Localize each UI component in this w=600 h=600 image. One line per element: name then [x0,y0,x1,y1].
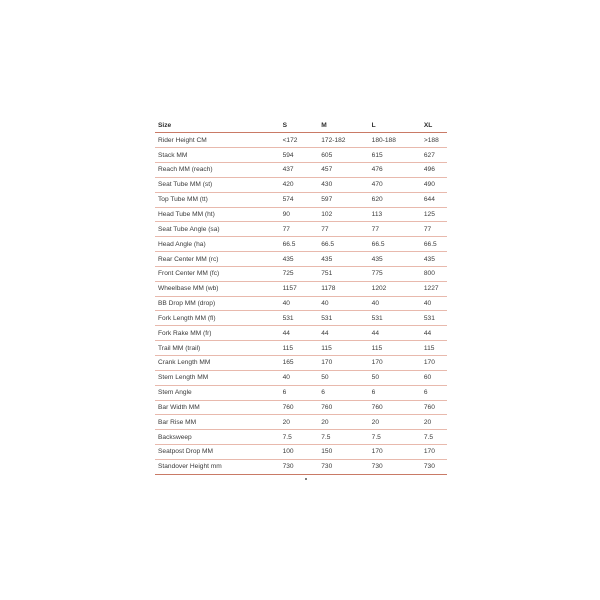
table-row [155,341,447,356]
cell-m: 751 [318,266,368,281]
cell-label: Rear Center MM (rc) [155,252,280,267]
cell-l: 476 [369,163,421,178]
cell-label: Seat Tube Angle (sa) [155,222,280,237]
geometry-table [155,118,447,475]
cell-l: 6 [369,385,421,400]
cell-m: 115 [318,341,368,356]
table-row [155,207,447,222]
cell-label: Wheelbase MM (wb) [155,281,280,296]
cell-l: 170 [369,356,421,371]
cell-l: 615 [369,148,421,163]
cell-l: 113 [369,207,421,222]
table-row [155,430,447,445]
cell-s: 40 [280,296,319,311]
cell-l: 620 [369,192,421,207]
cell-label: Top Tube MM (tt) [155,192,280,207]
header-m: M [318,118,368,133]
cell-m: 66.5 [318,237,368,252]
cell-s: 1157 [280,281,319,296]
cell-xl: 7.5 [421,430,447,445]
cell-s: 7.5 [280,430,319,445]
cell-label: BB Drop MM (drop) [155,296,280,311]
cell-s: 435 [280,252,319,267]
cell-label: Front Center MM (fc) [155,266,280,281]
table-row [155,356,447,371]
cell-m: 77 [318,222,368,237]
cell-m: 102 [318,207,368,222]
cell-label: Reach MM (reach) [155,163,280,178]
cell-label: Head Angle (ha) [155,237,280,252]
cell-m: 597 [318,192,368,207]
cell-xl: 125 [421,207,447,222]
table-row [155,222,447,237]
cell-l: 730 [369,459,421,474]
cell-l: 40 [369,296,421,311]
cell-label: Crank Length MM [155,356,280,371]
cell-label: Rider Height CM [155,133,280,148]
cell-l: 170 [369,445,421,460]
cell-s: 90 [280,207,319,222]
cell-xl: 490 [421,177,447,192]
table-row [155,281,447,296]
cell-m: 20 [318,415,368,430]
cell-l: 66.5 [369,237,421,252]
table-row [155,400,447,415]
cell-xl: >188 [421,133,447,148]
table-row [155,266,447,281]
cell-l: 115 [369,341,421,356]
cell-m: 40 [318,296,368,311]
cell-xl: 800 [421,266,447,281]
cell-label: Standover Height mm [155,459,280,474]
cell-xl: 44 [421,326,447,341]
table-row [155,459,447,474]
cell-l: 20 [369,415,421,430]
table-row [155,385,447,400]
cell-label: Stem Angle [155,385,280,400]
cell-s: 437 [280,163,319,178]
cell-label: Head Tube MM (ht) [155,207,280,222]
header-s: S [280,118,319,133]
cell-xl: 435 [421,252,447,267]
cell-m: 531 [318,311,368,326]
cell-s: 100 [280,445,319,460]
cell-s: 420 [280,177,319,192]
cell-s: 730 [280,459,319,474]
cell-m: 605 [318,148,368,163]
cell-m: 1178 [318,281,368,296]
cell-m: 172-182 [318,133,368,148]
header-l: L [369,118,421,133]
cell-xl: 77 [421,222,447,237]
cell-m: 50 [318,370,368,385]
cell-xl: 1227 [421,281,447,296]
cell-s: 77 [280,222,319,237]
table-row [155,163,447,178]
cell-l: 44 [369,326,421,341]
cell-label: Fork Rake MM (fr) [155,326,280,341]
table-row [155,415,447,430]
cell-xl: 531 [421,311,447,326]
cell-s: 574 [280,192,319,207]
cell-xl: 644 [421,192,447,207]
cell-s: 40 [280,370,319,385]
table-row [155,148,447,163]
cell-s: 725 [280,266,319,281]
cell-label: Trail MM (trail) [155,341,280,356]
cell-s: 165 [280,356,319,371]
cell-xl: 20 [421,415,447,430]
cell-s: 760 [280,400,319,415]
header-row [155,118,447,133]
cell-xl: 115 [421,341,447,356]
cell-s: <172 [280,133,319,148]
cell-xl: 496 [421,163,447,178]
cell-xl: 170 [421,445,447,460]
cell-m: 170 [318,356,368,371]
cell-s: 594 [280,148,319,163]
table-row [155,177,447,192]
cell-label: Bar Rise MM [155,415,280,430]
cell-xl: 6 [421,385,447,400]
cell-label: Fork Length MM (fl) [155,311,280,326]
cell-xl: 60 [421,370,447,385]
cell-xl: 170 [421,356,447,371]
table-row [155,445,447,460]
cell-m: 44 [318,326,368,341]
table-row [155,192,447,207]
cell-l: 50 [369,370,421,385]
cell-m: 7.5 [318,430,368,445]
cell-xl: 627 [421,148,447,163]
cell-m: 457 [318,163,368,178]
cell-l: 435 [369,252,421,267]
cell-label: Stack MM [155,148,280,163]
cell-l: 180-188 [369,133,421,148]
cell-s: 20 [280,415,319,430]
geometry-table-header [155,118,447,133]
table-row [155,370,447,385]
cell-label: Seat Tube MM (st) [155,177,280,192]
cell-m: 435 [318,252,368,267]
cell-m: 150 [318,445,368,460]
cell-xl: 66.5 [421,237,447,252]
cell-label: Seatpost Drop MM [155,445,280,460]
cell-s: 531 [280,311,319,326]
cell-m: 730 [318,459,368,474]
cell-l: 1202 [369,281,421,296]
cell-m: 430 [318,177,368,192]
cell-label: Stem Length MM [155,370,280,385]
table-row [155,311,447,326]
cell-label: Backsweep [155,430,280,445]
table-row [155,326,447,341]
cell-xl: 40 [421,296,447,311]
table-row [155,237,447,252]
cell-l: 775 [369,266,421,281]
table-row [155,296,447,311]
cell-l: 77 [369,222,421,237]
stray-dot-marker [305,478,307,480]
header-xl: XL [421,118,447,133]
cell-s: 66.5 [280,237,319,252]
cell-label: Bar Width MM [155,400,280,415]
cell-m: 6 [318,385,368,400]
cell-l: 7.5 [369,430,421,445]
cell-xl: 760 [421,400,447,415]
header-size: Size [155,118,280,133]
cell-l: 760 [369,400,421,415]
cell-m: 760 [318,400,368,415]
cell-l: 470 [369,177,421,192]
cell-s: 44 [280,326,319,341]
table-row [155,133,447,148]
cell-s: 115 [280,341,319,356]
geometry-table-body [155,133,447,474]
cell-l: 531 [369,311,421,326]
cell-xl: 730 [421,459,447,474]
cell-s: 6 [280,385,319,400]
table-row [155,252,447,267]
